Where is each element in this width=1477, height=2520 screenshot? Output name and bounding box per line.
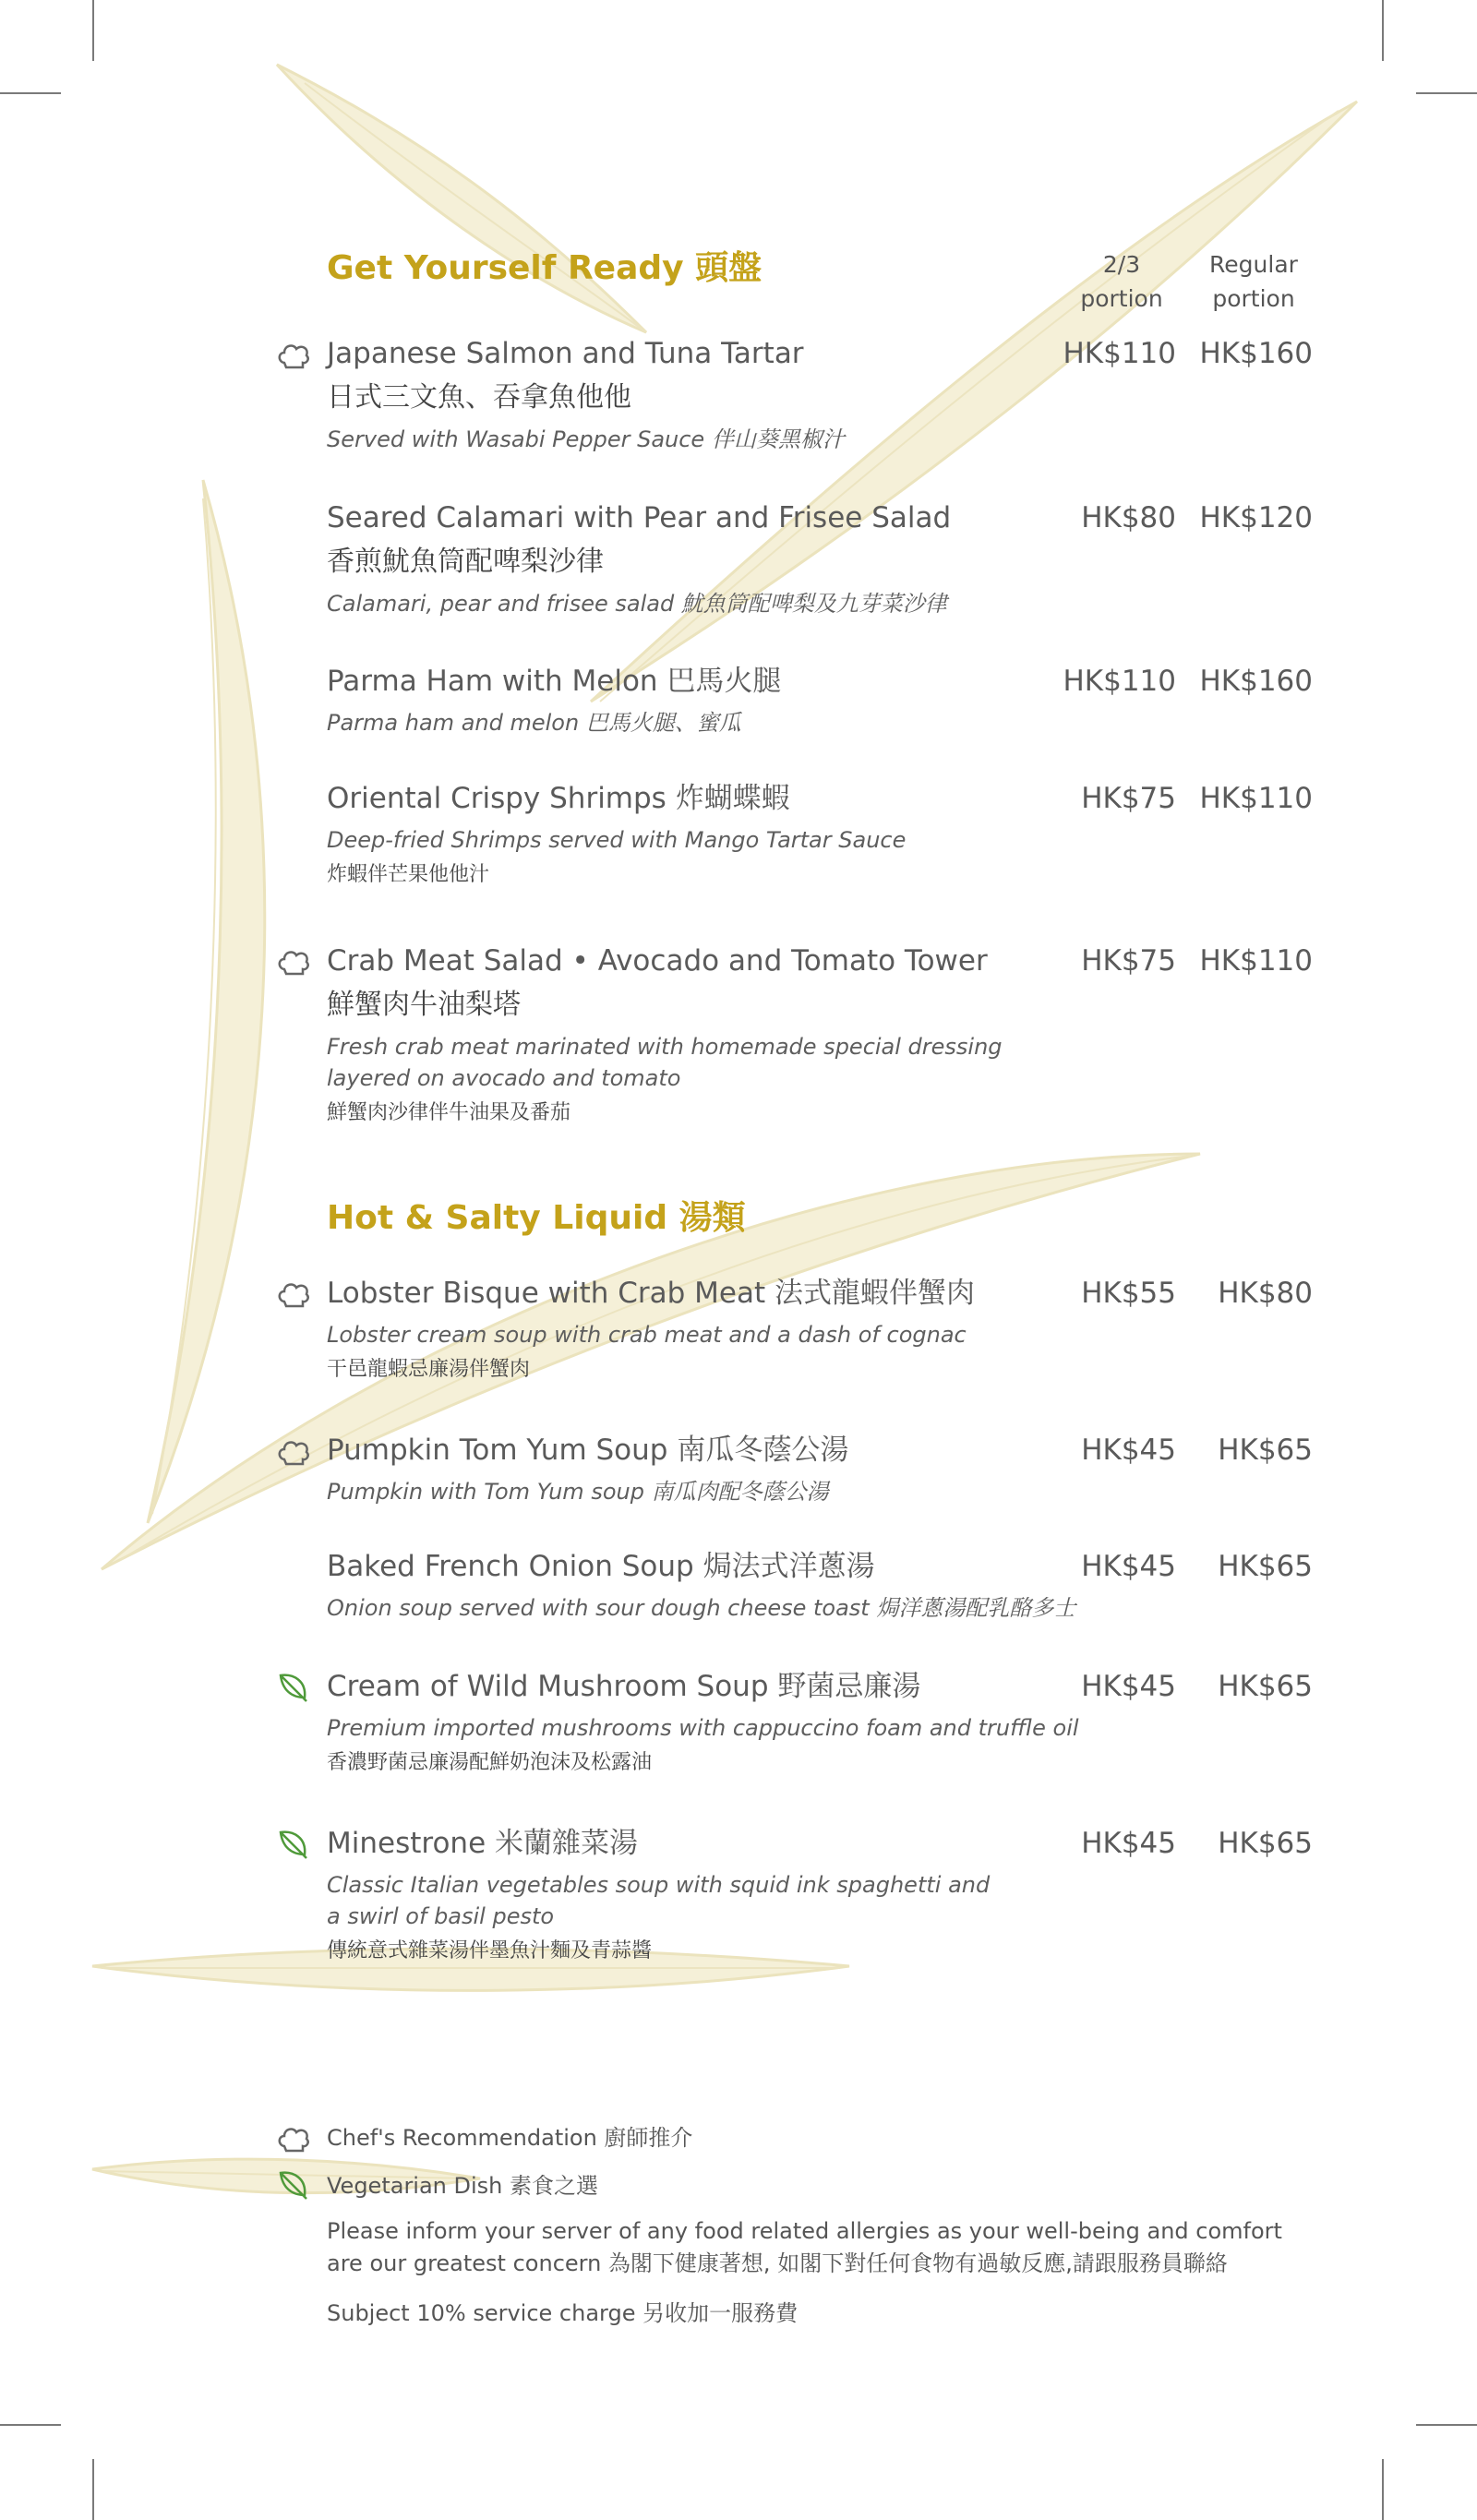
- item-description-continued: a swirl of basil pesto: [327, 1903, 555, 1929]
- item-description: Calamari, pear and frisee salad 魷魚筒配啤梨及九芽菜沙律: [327, 591, 947, 617]
- item-description: Deep-fried Shrimps served with Mango Tartar Sauce: [327, 827, 907, 853]
- column-header-regular: Regular portion: [1209, 251, 1298, 312]
- leaf-icon: [275, 1827, 312, 1864]
- item-name: Japanese Salmon and Tuna Tartar: [327, 337, 804, 370]
- item-name: Baked French Onion Soup 焗法式洋蔥湯: [327, 1550, 875, 1583]
- item-description-chinese: 炸蝦伴芒果他他汁: [327, 863, 490, 886]
- menu-item: [327, 331, 1342, 455]
- chef-hat-icon: [275, 1434, 312, 1470]
- menu-item: [327, 1821, 1342, 1971]
- item-name: Oriental Crispy Shrimps 炸蝴蝶蝦: [327, 782, 790, 815]
- item-description: Lobster cream soup with crab meat and a dash of cognac: [327, 1322, 967, 1348]
- item-name: Crab Meat Salad • Avocado and Tomato Tower: [327, 944, 988, 978]
- price-regular: HK$160: [1199, 337, 1313, 370]
- item-description: Parma ham and melon 巴馬火腿、蜜瓜: [327, 710, 741, 736]
- item-description-chinese: 鮮蟹肉沙律伴牛油果及番茄: [327, 1101, 571, 1124]
- menu-item: [327, 496, 1342, 619]
- item-description-chinese: 傳統意式雜菜湯伴墨魚汁麵及青蒜醬: [327, 1939, 653, 1962]
- item-name-chinese: 鮮蟹肉牛油梨塔: [327, 989, 521, 1021]
- item-description: Premium imported mushrooms with cappuccino foam and truffle oil: [327, 1715, 1079, 1741]
- item-description-chinese: 香濃野菌忌廉湯配鮮奶泡沫及松露油: [327, 1751, 653, 1774]
- price-regular: HK$65: [1218, 1550, 1313, 1583]
- legend-vegetarian: Vegetarian Dish 素食之選: [327, 2173, 599, 2199]
- legend-chef-recommendation: Chef's Recommendation 廚師推介: [327, 2125, 693, 2151]
- item-name-chinese: 日式三文魚、吞拿魚他他: [327, 381, 631, 414]
- price-two-thirds: HK$55: [1081, 1277, 1176, 1310]
- price-two-thirds: HK$75: [1081, 944, 1176, 978]
- menu-item: [327, 1664, 1342, 1782]
- leaf-icon: [275, 2167, 312, 2204]
- chef-hat-icon: [275, 1276, 312, 1313]
- price-two-thirds: HK$45: [1081, 1827, 1176, 1860]
- price-regular: HK$160: [1199, 665, 1313, 698]
- menu-item: [327, 776, 1342, 894]
- item-description-chinese: 干邑龍蝦忌廉湯伴蟹肉: [327, 1358, 531, 1381]
- chef-hat-icon: [275, 337, 312, 374]
- item-name: Lobster Bisque with Crab Meat 法式龍蝦伴蟹肉: [327, 1277, 975, 1310]
- item-description: Fresh crab meat marinated with homemade special dressing: [327, 1034, 1003, 1060]
- section-title-starters: Get Yourself Ready 頭盤: [327, 249, 763, 287]
- price-two-thirds: HK$110: [1063, 665, 1176, 698]
- price-two-thirds: HK$45: [1081, 1670, 1176, 1703]
- price-two-thirds: HK$45: [1081, 1434, 1176, 1467]
- item-name: Minestrone 米蘭雜菜湯: [327, 1827, 638, 1860]
- allergy-notice: Please inform your server of any food related allergies as your well-being and comfort are our greatest concern 為閣下健康著想, 如閣下對任何食物有過敏反應,請跟服務員聯絡: [327, 2218, 1282, 2276]
- item-description-continued: layered on avocado and tomato: [327, 1065, 681, 1091]
- item-name: Cream of Wild Mushroom Soup 野菌忌廉湯: [327, 1670, 921, 1703]
- item-name: Seared Calamari with Pear and Frisee Salad: [327, 501, 952, 534]
- item-name-chinese: 香煎魷魚筒配啤梨沙律: [327, 546, 604, 578]
- chef-hat-icon: [275, 2120, 312, 2157]
- price-regular: HK$80: [1218, 1277, 1313, 1310]
- item-name: Pumpkin Tom Yum Soup 南瓜冬蔭公湯: [327, 1434, 849, 1467]
- price-regular: HK$65: [1218, 1827, 1313, 1860]
- menu-item: [327, 1544, 1342, 1624]
- menu-item: [327, 659, 1342, 738]
- item-description: Classic Italian vegetables soup with squid ink spaghetti and: [327, 1872, 991, 1898]
- leaf-icon: [275, 1670, 312, 1707]
- price-regular: HK$65: [1218, 1434, 1313, 1467]
- chef-hat-icon: [275, 943, 312, 980]
- price-two-thirds: HK$45: [1081, 1550, 1176, 1583]
- price-two-thirds: HK$75: [1081, 782, 1176, 815]
- price-regular: HK$120: [1199, 501, 1313, 534]
- column-header-two-thirds: 2/3 portion: [1080, 251, 1163, 312]
- item-description: Onion soup served with sour dough cheese toast 焗洋蔥湯配乳酪多士: [327, 1595, 1076, 1621]
- menu-item: [327, 1271, 1342, 1389]
- section-title-soups: Hot & Salty Liquid 湯類: [327, 1199, 746, 1237]
- price-regular: HK$65: [1218, 1670, 1313, 1703]
- item-name: Parma Ham with Melon 巴馬火腿: [327, 665, 782, 698]
- menu-item: [327, 1428, 1342, 1507]
- menu-item: [327, 939, 1342, 1133]
- price-two-thirds: HK$80: [1081, 501, 1176, 534]
- service-charge-note: Subject 10% service charge 另收加一服務費: [327, 2300, 799, 2326]
- item-description: Served with Wasabi Pepper Sauce 伴山葵黑椒汁: [327, 426, 845, 452]
- leaf-shape: [148, 480, 265, 1523]
- item-description: Pumpkin with Tom Yum soup 南瓜肉配冬蔭公湯: [327, 1479, 829, 1505]
- price-two-thirds: HK$110: [1063, 337, 1176, 370]
- price-regular: HK$110: [1199, 944, 1313, 978]
- price-regular: HK$110: [1199, 782, 1313, 815]
